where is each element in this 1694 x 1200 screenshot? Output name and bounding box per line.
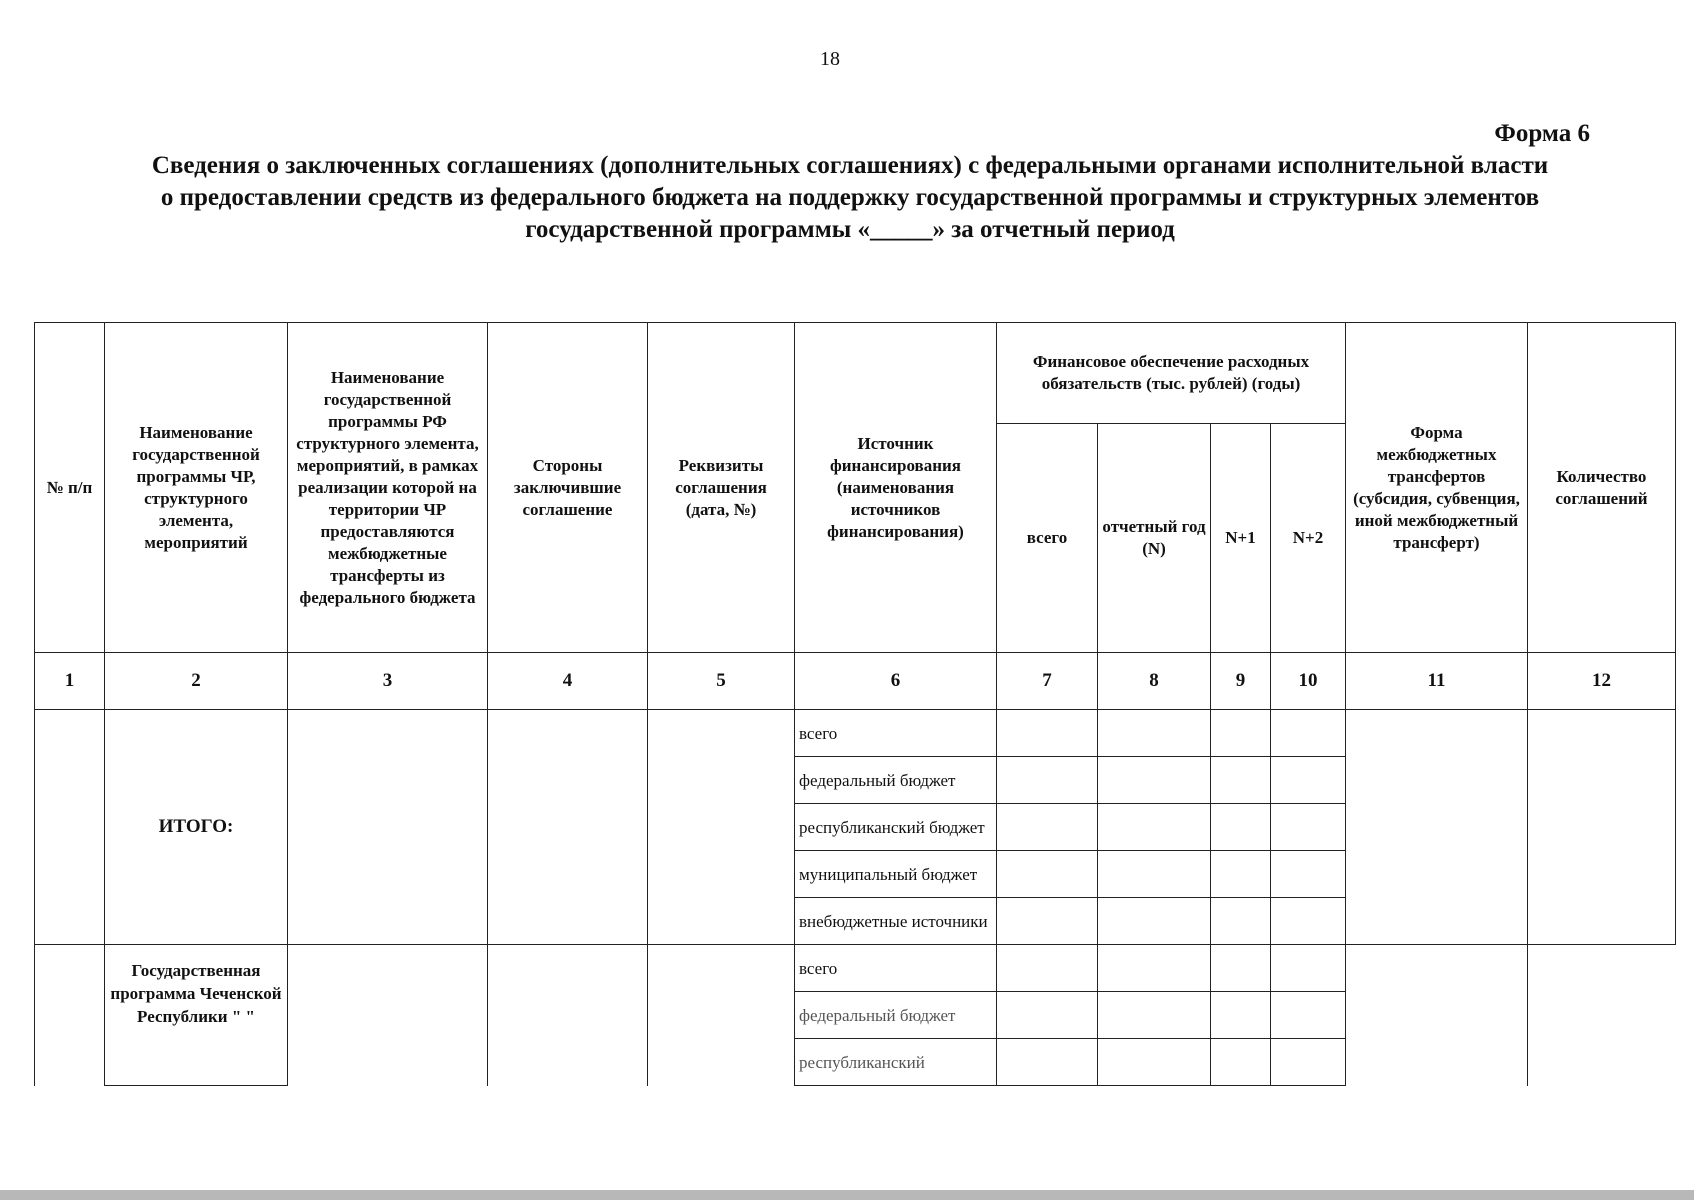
header-num: № п/п — [35, 323, 105, 653]
value-cell — [997, 710, 1098, 757]
cell-num — [35, 945, 105, 1086]
cell-requisites — [648, 945, 795, 1086]
cell-transfer-form — [1346, 710, 1528, 945]
source-label: федеральный бюджет — [795, 757, 997, 804]
value-cell — [1271, 851, 1346, 898]
cell-count — [1528, 945, 1676, 1086]
column-number: 3 — [288, 653, 488, 710]
value-cell — [1098, 1039, 1211, 1086]
header-source: Источник финансирования (наименования источников финансирования) — [795, 323, 997, 653]
source-label: всего — [795, 710, 997, 757]
header-transfer-form: Форма межбюджетных трансфертов (субсидия, субвенция, иной межбюджетный трансферт) — [1346, 323, 1528, 653]
value-cell — [1098, 992, 1211, 1039]
value-cell — [1098, 804, 1211, 851]
value-cell — [1211, 1039, 1271, 1086]
program-label: Государственная программа Чеченской Республики " " — [105, 945, 288, 1086]
value-cell — [1098, 945, 1211, 992]
header-program-rf: Наименование государственной программы РФ структурного элемента, мероприятий, в рамках реализации которой на территории ЧР предоставляются межбюджетные трансферты из федерального бюджета — [288, 323, 488, 653]
value-cell — [1271, 710, 1346, 757]
value-cell — [997, 1039, 1098, 1086]
column-number: 9 — [1211, 653, 1271, 710]
cell-parties — [488, 710, 648, 945]
column-number: 10 — [1271, 653, 1346, 710]
column-numbers-row — [35, 653, 1676, 710]
page-number: 18 — [820, 48, 840, 70]
title-line: о предоставлении средств из федерального бюджета на поддержку государственной программы и структурных элементов — [160, 184, 1540, 211]
value-cell — [1098, 710, 1211, 757]
header-financing: Финансовое обеспечение расходных обязательств (тыс. рублей) (годы) — [997, 323, 1346, 424]
document-title — [30, 150, 1670, 246]
source-label: внебюджетные источники — [795, 898, 997, 945]
cell-parties — [488, 945, 648, 1086]
cell-program-rf — [288, 710, 488, 945]
title-line: Сведения о заключенных соглашениях (дополнительных соглашениях) с федеральными органами исполнительной власти — [151, 152, 1549, 179]
header-program-chr: Наименование государственной программы ЧР, структурного элемента, мероприятий — [105, 323, 288, 653]
header-parties: Стороны заключившие соглашение — [488, 323, 648, 653]
column-number: 11 — [1346, 653, 1528, 710]
header-report-year: отчетный год (N) — [1098, 424, 1211, 653]
value-cell — [1211, 898, 1271, 945]
column-number: 1 — [35, 653, 105, 710]
value-cell — [1211, 945, 1271, 992]
table-row — [35, 710, 1676, 757]
header-n2: N+2 — [1271, 424, 1346, 653]
value-cell — [1271, 757, 1346, 804]
header-n1: N+1 — [1211, 424, 1271, 653]
value-cell — [997, 804, 1098, 851]
column-number: 8 — [1098, 653, 1211, 710]
source-label: федеральный бюджет — [795, 992, 997, 1039]
cell-count — [1528, 710, 1676, 945]
cell-num — [35, 710, 105, 945]
value-cell — [997, 757, 1098, 804]
column-number: 5 — [648, 653, 795, 710]
value-cell — [1271, 992, 1346, 1039]
value-cell — [1211, 851, 1271, 898]
agreements-table — [34, 322, 1676, 1086]
column-number: 7 — [997, 653, 1098, 710]
table-row — [35, 945, 1676, 992]
header-requisites: Реквизиты соглашения (дата, №) — [648, 323, 795, 653]
cell-program-rf — [288, 945, 488, 1086]
total-label: ИТОГО: — [105, 710, 288, 945]
header-count: Количество соглашений — [1528, 323, 1676, 653]
value-cell — [1211, 804, 1271, 851]
value-cell — [997, 945, 1098, 992]
cell-requisites — [648, 710, 795, 945]
header-total: всего — [997, 424, 1098, 653]
cell-transfer-form — [1346, 945, 1528, 1086]
form-label: Форма 6 — [1494, 120, 1590, 147]
source-label: республиканский — [795, 1039, 997, 1086]
value-cell — [997, 851, 1098, 898]
value-cell — [997, 898, 1098, 945]
column-number: 12 — [1528, 653, 1676, 710]
value-cell — [1211, 992, 1271, 1039]
value-cell — [1098, 851, 1211, 898]
value-cell — [1098, 757, 1211, 804]
value-cell — [1271, 945, 1346, 992]
value-cell — [1271, 1039, 1346, 1086]
value-cell — [1098, 898, 1211, 945]
column-number: 2 — [105, 653, 288, 710]
value-cell — [1211, 757, 1271, 804]
column-number: 4 — [488, 653, 648, 710]
value-cell — [1271, 898, 1346, 945]
value-cell — [1211, 710, 1271, 757]
source-label: муниципальный бюджет — [795, 851, 997, 898]
title-line: государственной программы «_____» за отчетный период — [525, 216, 1175, 243]
value-cell — [1271, 804, 1346, 851]
source-label: всего — [795, 945, 997, 992]
source-label: республиканский бюджет — [795, 804, 997, 851]
value-cell — [997, 992, 1098, 1039]
scan-edge — [0, 1190, 1694, 1200]
column-number: 6 — [795, 653, 997, 710]
